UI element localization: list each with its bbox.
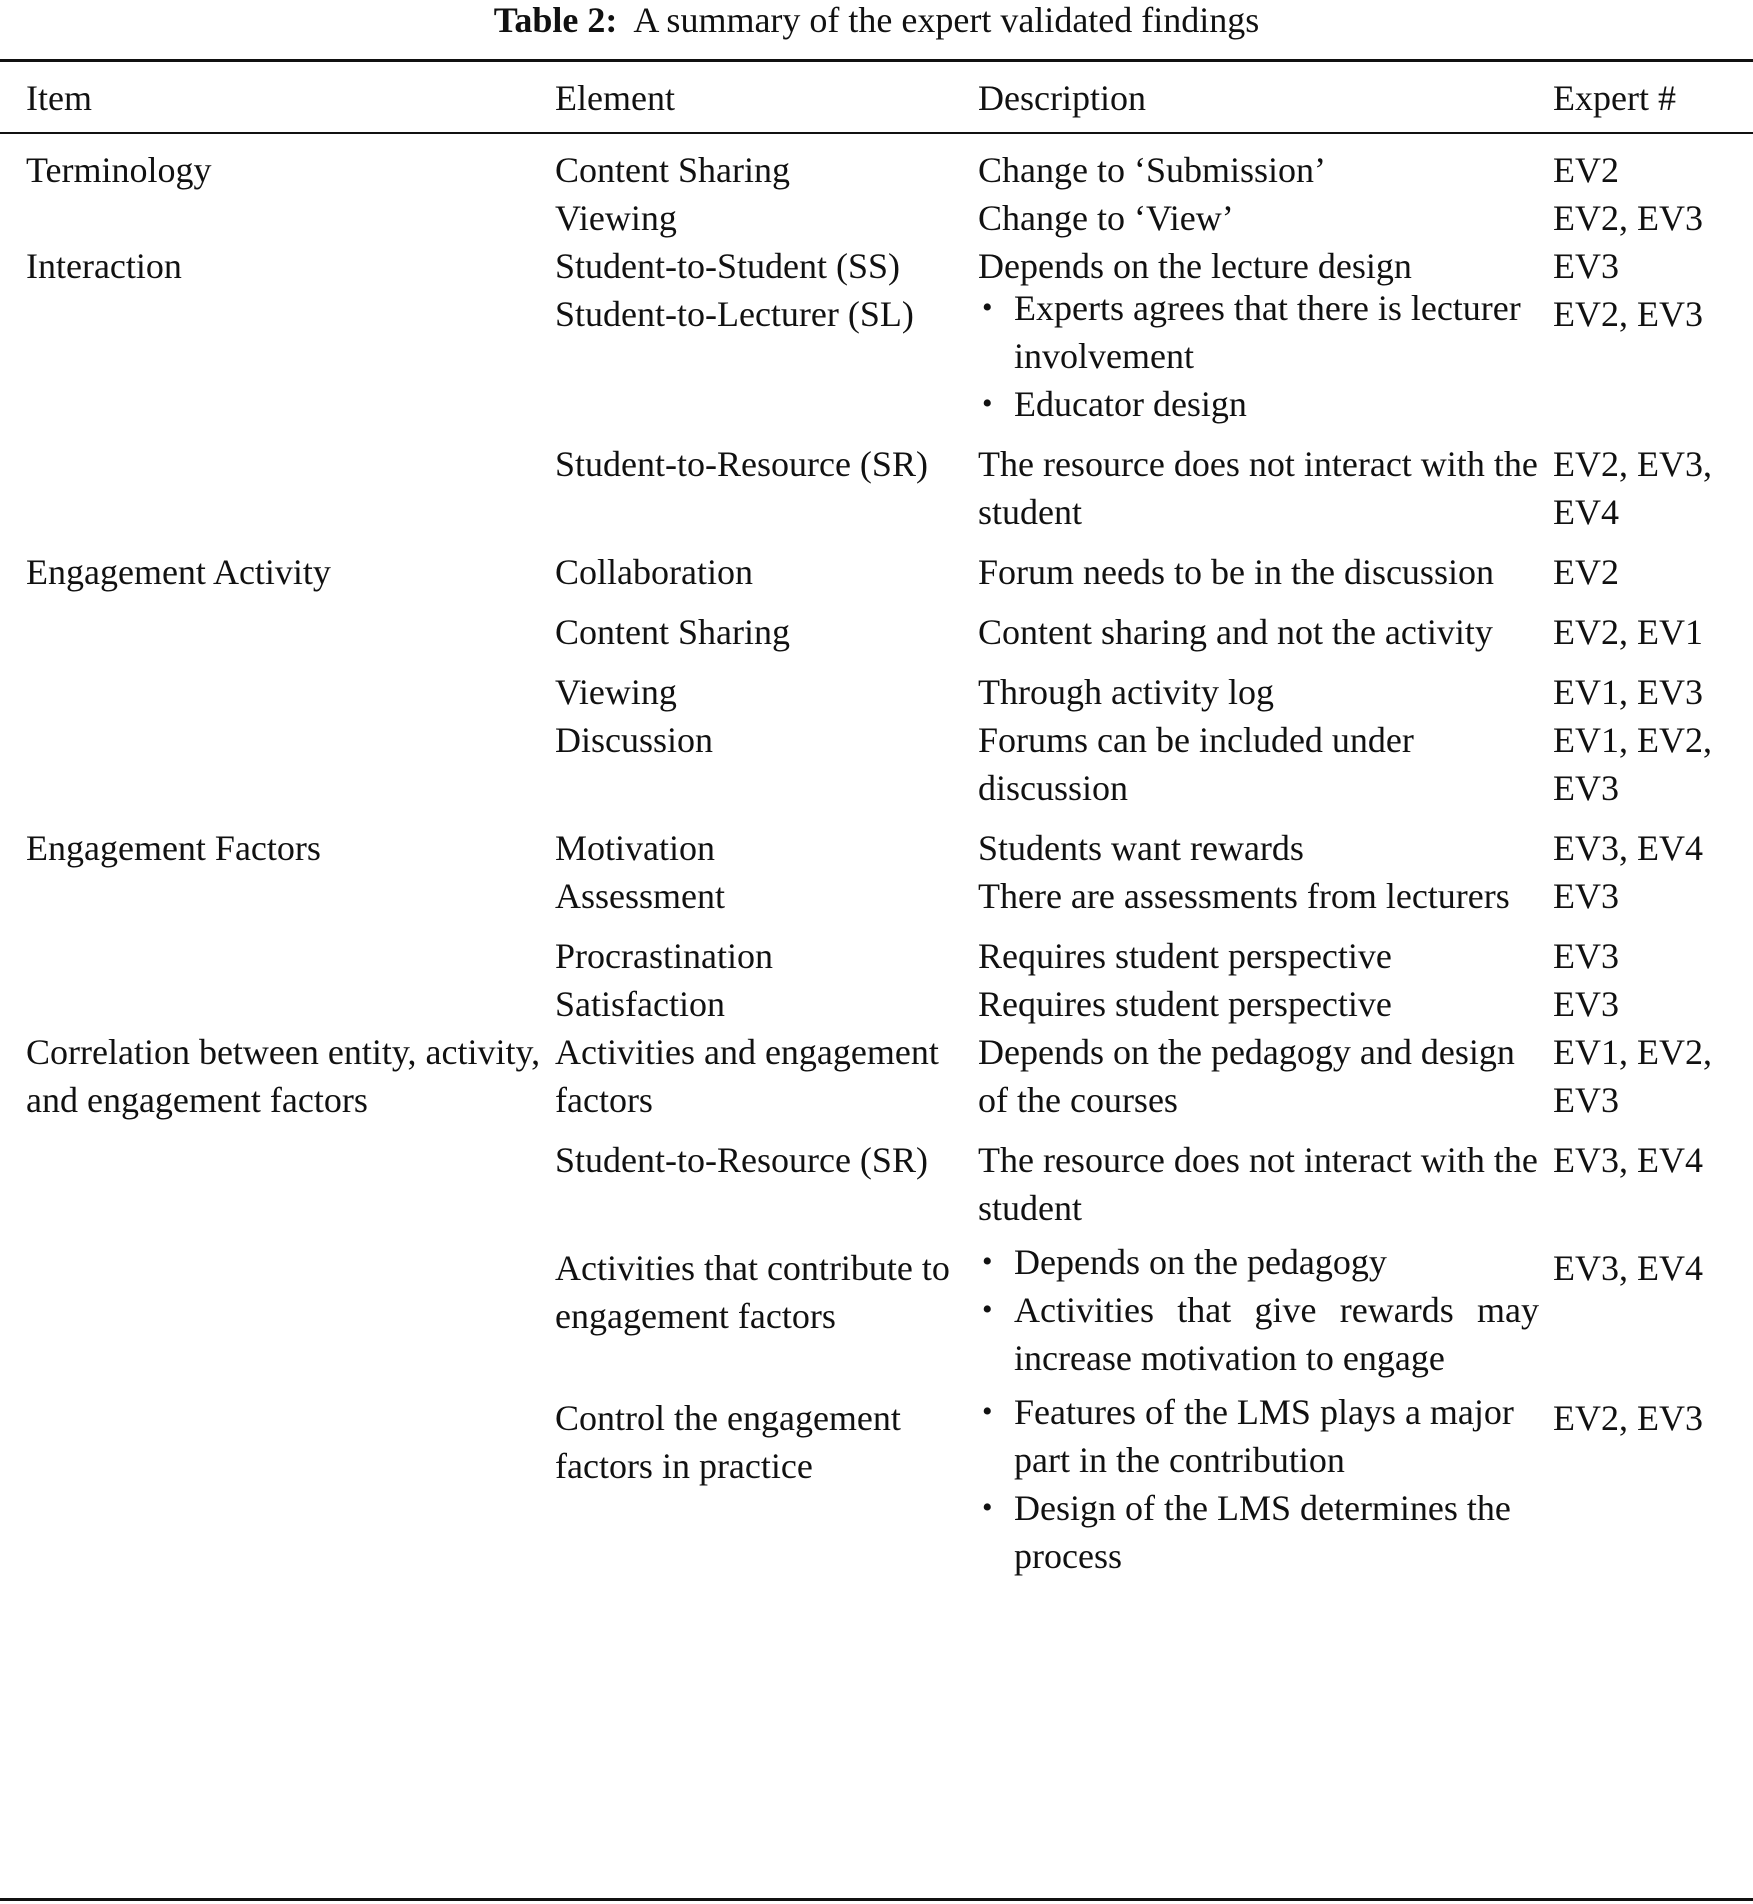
table-row	[0, 194, 1753, 242]
cell-item	[0, 932, 555, 980]
cell-item	[0, 194, 555, 242]
cell-description: Depends on the lecture design	[978, 246, 1412, 286]
table-row	[0, 242, 1753, 290]
cell-expert: EV3, EV4	[1553, 1248, 1703, 1288]
cell-item	[0, 716, 555, 824]
table-row	[0, 1136, 1753, 1244]
table-body	[0, 146, 1753, 1580]
cell-element: Content Sharing	[555, 150, 790, 190]
bullet-list	[978, 1388, 1539, 1580]
cell-expert: EV3	[1553, 936, 1619, 976]
cell-item	[0, 872, 555, 932]
bullet-list	[978, 284, 1539, 428]
bullet-item: • Design of the LMS determines the process	[978, 1484, 1539, 1580]
cell-expert: EV3	[1553, 246, 1619, 286]
cell-description	[978, 290, 1553, 440]
findings-table	[0, 146, 1753, 1580]
cell-expert: EV3	[1553, 984, 1619, 1024]
bullet-item: • Experts agrees that there is lecturer involvement	[978, 284, 1539, 380]
cell-element: Procrastination	[555, 936, 773, 976]
cell-description: Forum needs to be in the discussion	[978, 552, 1494, 592]
cell-element: Viewing	[555, 198, 677, 238]
cell-description: Depends on the pedagogy and design of the courses	[978, 1032, 1515, 1120]
cell-expert: EV1, EV2, EV3	[1553, 720, 1712, 808]
cell-expert: EV2	[1553, 552, 1619, 592]
table-row	[0, 668, 1753, 716]
table-caption	[0, 0, 1753, 40]
table-row	[0, 146, 1753, 194]
cell-element: Discussion	[555, 720, 714, 760]
cell-description: Change to ‘Submission’	[978, 150, 1326, 190]
cell-description: Requires student perspective	[978, 984, 1392, 1024]
table-row	[0, 440, 1753, 548]
cell-element: Activities that contribute to engagement factors	[555, 1248, 950, 1336]
cell-expert: EV2, EV3	[1553, 294, 1703, 334]
cell-element: Student-to-Lecturer (SL)	[555, 294, 914, 334]
cell-expert: EV2, EV3	[1553, 1398, 1703, 1438]
cell-expert: EV2, EV3, EV4	[1553, 444, 1712, 532]
cell-expert: EV2, EV1	[1553, 612, 1703, 652]
table-row	[0, 608, 1753, 668]
cell-item	[0, 1136, 555, 1244]
header-rule	[0, 132, 1753, 134]
cell-element: Control the engagement factors in practice	[555, 1398, 901, 1486]
cell-description	[978, 1394, 1553, 1580]
bullet-item: • Depends on the pedagogy	[978, 1238, 1539, 1286]
cell-element: Collaboration	[555, 552, 753, 592]
cell-item	[0, 440, 555, 548]
cell-element: Activities and engagement factors	[555, 1032, 939, 1120]
cell-item	[0, 668, 555, 716]
cell-description: Change to ‘View’	[978, 198, 1234, 238]
table-row	[0, 824, 1753, 872]
cell-description: There are assessments from lecturers	[978, 876, 1510, 916]
table-row	[0, 980, 1753, 1028]
cell-expert: EV1, EV2, EV3	[1553, 1032, 1712, 1120]
cell-item	[0, 1394, 555, 1580]
table-row	[0, 716, 1753, 824]
cell-description	[978, 1244, 1553, 1394]
caption-text: A summary of the expert validated findings	[633, 0, 1260, 40]
header-description: Description	[978, 78, 1146, 118]
bottom-rule	[0, 1898, 1753, 1901]
cell-element: Student-to-Resource (SR)	[555, 1140, 928, 1180]
cell-expert: EV3, EV4	[1553, 828, 1703, 868]
table-row	[0, 932, 1753, 980]
table-row	[0, 290, 1753, 440]
cell-item: Interaction	[26, 246, 182, 286]
bullet-item: • Educator design	[978, 380, 1539, 428]
header-expert: Expert #	[1553, 78, 1676, 118]
bullet-item: • Activities that give rewards may increase motivation to engage	[978, 1286, 1539, 1382]
cell-element: Student-to-Resource (SR)	[555, 444, 928, 484]
cell-description: Forums can be included under discussion	[978, 720, 1414, 808]
cell-expert: EV2, EV3	[1553, 198, 1703, 238]
cell-item	[0, 290, 555, 440]
cell-description: The resource does not interact with the student	[978, 444, 1538, 532]
cell-element: Viewing	[555, 672, 677, 712]
cell-description: Through activity log	[978, 672, 1274, 712]
bullet-item: • Features of the LMS plays a major part in the contribution	[978, 1388, 1539, 1484]
cell-description: Content sharing and not the activity	[978, 612, 1493, 652]
table-row	[0, 1244, 1753, 1394]
cell-expert: EV3, EV4	[1553, 1140, 1703, 1180]
cell-description: Students want rewards	[978, 828, 1304, 868]
cell-expert: EV3	[1553, 876, 1619, 916]
caption-label: Table 2:	[493, 0, 618, 40]
cell-item: Engagement Factors	[26, 828, 321, 868]
bullet-list	[978, 1238, 1539, 1382]
cell-item	[0, 608, 555, 668]
cell-expert: EV2	[1553, 150, 1619, 190]
header-element: Element	[555, 78, 675, 118]
table-row	[0, 872, 1753, 932]
top-rule	[0, 59, 1753, 62]
cell-item	[0, 980, 555, 1028]
cell-element: Student-to-Student (SS)	[555, 246, 901, 286]
cell-description: The resource does not interact with the student	[978, 1140, 1538, 1228]
cell-element: Assessment	[555, 876, 725, 916]
cell-element: Content Sharing	[555, 612, 790, 652]
table-row	[0, 548, 1753, 608]
cell-item: Correlation between entity, activity, and engagement factors	[26, 1032, 541, 1120]
cell-expert: EV1, EV3	[1553, 672, 1703, 712]
header-item: Item	[26, 78, 92, 118]
table-row	[0, 1394, 1753, 1580]
table-row	[0, 1028, 1753, 1136]
cell-item: Engagement Activity	[26, 552, 331, 592]
cell-element: Motivation	[555, 828, 715, 868]
cell-item: Terminology	[26, 150, 212, 190]
cell-element: Satisfaction	[555, 984, 725, 1024]
cell-description: Requires student perspective	[978, 936, 1392, 976]
cell-item	[0, 1244, 555, 1394]
